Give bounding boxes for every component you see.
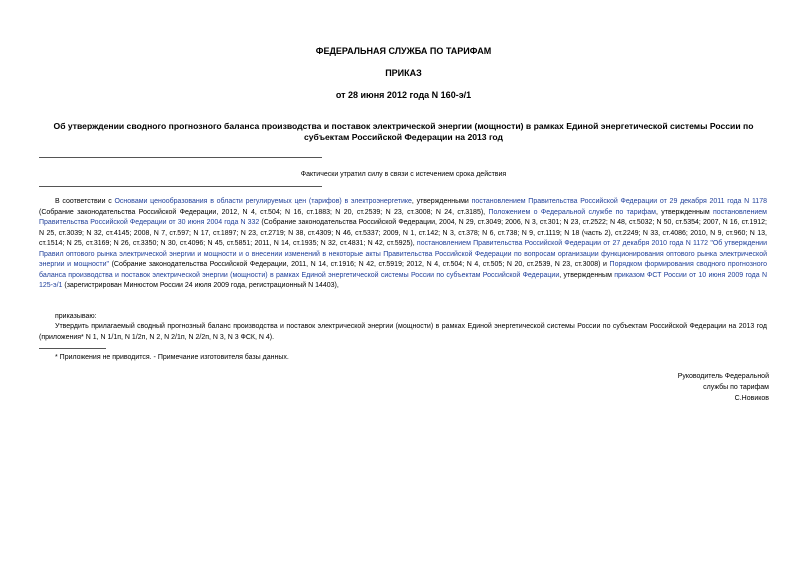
doc-title-line1: Об утверждении сводного прогнозного баланса производства и поставок электрической энергии (мощности) в рамках Единой энергетической системы России по bbox=[53, 121, 754, 131]
legal-reference-link[interactable]: Порядком формирования сводного прогнозного баланса производства и поставок электрической энергии (мощности) в рамках Единой энергетической системы России по субъектам Российской Федерации bbox=[39, 261, 767, 279]
footnote-separator bbox=[39, 348, 106, 349]
footnote: * Приложения не приводится. - Примечание изготовителя базы данных. bbox=[55, 354, 289, 361]
legal-reference-link[interactable]: Положением о Федеральной службе по тарифам bbox=[488, 208, 656, 216]
agency-name: ФЕДЕРАЛЬНАЯ СЛУЖБА ПО ТАРИФАМ bbox=[315, 46, 492, 56]
paragraph-text: (зарегистрирован Минюстом России 24 июля 2009 года, регистрационный N 14403), bbox=[62, 282, 339, 289]
legal-reference-link[interactable]: постановлением Правительства Российской Федерации от 30 июня 2004 года N 332 bbox=[39, 208, 767, 226]
paragraph-text: (Собрание законодательства Российской Федерации, 2012, N 4, ст.504; N 16, ст.1883; N 20, ст.2539; N 23, ст.3008; N 24, ст.3185), bbox=[39, 208, 489, 216]
status-note: Фактически утратил силу в связи с истечением срока действия bbox=[300, 171, 507, 178]
preamble-paragraph bbox=[39, 197, 767, 292]
paragraph-text: , утвержденным bbox=[559, 271, 615, 279]
doc-title-line2: субъектам Российской Федерации на 2013 год bbox=[303, 132, 504, 142]
order-word: приказываю: bbox=[55, 313, 97, 320]
signature-position: Руководитель Федеральной bbox=[677, 373, 769, 380]
legal-reference-link[interactable]: Основами ценообразования в области регулируемых цен (тарифов) в электроэнергетике bbox=[114, 198, 412, 205]
doc-type: ПРИКАЗ bbox=[385, 68, 422, 78]
legal-reference-link[interactable]: постановлением Правительства Российской Федерации от 29 декабря 2011 года N 1178 bbox=[471, 198, 767, 205]
doc-date-number: от 28 июня 2012 года N 160-э/1 bbox=[335, 90, 472, 100]
paragraph-text: В соответствии с bbox=[55, 198, 115, 205]
paragraph-text: (Собрание законодательства Российской Федерации, 2004, N 29, ст.3049; 2006, N 3, ст.301; N 23, ст.2522; N 48, ст.5032; N 50, ст.5354; 2007, N 16, ст.1912; N 25, ст.3039; N 32, ст.4145; 2008, N 7, ст.597; N 17, ст.1897; N 23, ст.2719; N 38, ст.4309; N 46, ст.5337; 2009, N 1, ст.142; N 3, ст.378; N 6, ст.738; N 9, ст.1119; N 18 (часть 2), ст.2249; N 33, ст.4086; 2010, N 9, ст.960; N 13, ст.1514; N 25, ст.3169; N 26, ст.3350; N 30, ст.4096; N 45, ст.5851; 2011, N 14, ст.1935; N 32, ст.4831; N 42, ст.5925), bbox=[39, 219, 767, 247]
separator-top bbox=[39, 157, 322, 158]
legal-reference-link[interactable]: постановлением Правительства Российской Федерации от 27 декабря 2010 года N 1172 "Об утверждении Правил оптового рынка электрической энергии и мощности и о внесении изменений в некоторые акты Правительства Российской Федерации по вопросам организации функционирования оптового рынка электрической энергии и мощности" bbox=[39, 240, 768, 268]
paragraph-text: , утвержденными bbox=[411, 198, 472, 205]
separator-bottom bbox=[39, 186, 322, 187]
paragraph-text: (Собрание законодательства Российской Федерации, 2011, N 14, ст.1916; N 42, ст.5919; 2012, N 4, ст.504; N 4, ст.505; N 20, ст.2539, N 23, ст.3008) и bbox=[109, 261, 610, 268]
signature-name: С.Новиков bbox=[734, 395, 769, 402]
signature-agency: службы по тарифам bbox=[703, 384, 769, 391]
order-paragraph bbox=[39, 322, 767, 343]
order-text: Утвердить прилагаемый сводный прогнозный баланс производства и поставок электрической энергии (мощности) в рамках Единой энергетической системы России по субъектам Российской Федерации на 2013 год (приложения* N 1, N 1/1п, N 1/2п, N 2, N 2/1п, N 2/2п, N 3, N 3 ФСК, N 4). bbox=[39, 323, 767, 341]
paragraph-text: , утвержденным bbox=[655, 208, 714, 216]
legal-reference-link[interactable]: приказом ФСТ России от 10 июня 2009 года N 125-э/1 bbox=[39, 271, 768, 289]
